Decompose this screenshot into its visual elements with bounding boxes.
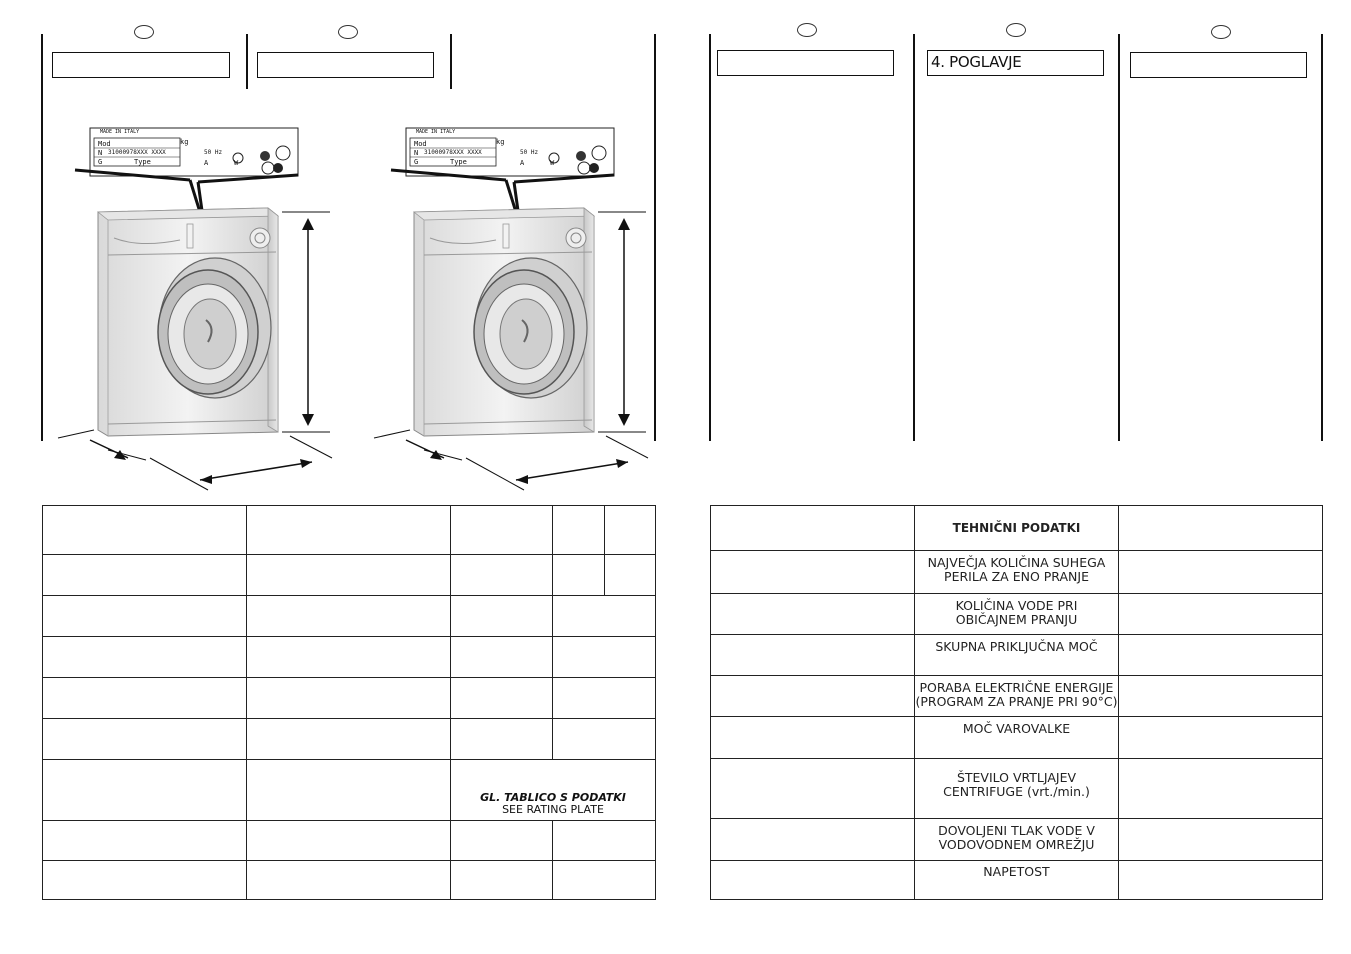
table-cell xyxy=(246,820,451,861)
table-cell xyxy=(450,718,553,760)
table-cell xyxy=(42,595,247,637)
plate-n-label: N xyxy=(98,149,103,157)
table-cell xyxy=(710,818,915,861)
table-cell xyxy=(1118,716,1323,759)
table-cell xyxy=(450,505,553,555)
spec-table-left xyxy=(42,505,656,900)
table-cell xyxy=(246,595,451,637)
rating-plate-note xyxy=(450,792,656,816)
table-cell xyxy=(1118,818,1323,861)
plate-hz-label: 50 Hz xyxy=(204,149,223,156)
plate-a-label: A xyxy=(204,159,209,167)
table-cell xyxy=(450,554,553,596)
section-header xyxy=(52,52,230,78)
table-cell xyxy=(552,677,656,719)
plate-type-label: Type xyxy=(450,158,467,166)
table-cell xyxy=(42,677,247,719)
note-line-2: SEE RATING PLATE xyxy=(502,803,604,816)
table-cell xyxy=(1118,675,1323,717)
row-label: NAJVEČJA KOLIČINA SUHEGA PERILA ZA ENO PRANJE xyxy=(927,555,1106,584)
table-cell xyxy=(552,554,605,596)
table-cell xyxy=(246,554,451,596)
table-cell xyxy=(450,595,553,637)
language-indicator xyxy=(338,25,358,39)
table-cell xyxy=(246,677,451,719)
table-header: TEHNIČNI PODATKI xyxy=(952,521,1081,535)
plate-model-label: Mod xyxy=(98,140,111,148)
table-cell xyxy=(710,675,915,717)
table-cell xyxy=(246,718,451,760)
table-cell xyxy=(552,860,656,900)
table-cell xyxy=(450,677,553,719)
table-cell xyxy=(42,860,247,900)
table-cell xyxy=(246,505,451,555)
table-cell xyxy=(246,759,451,821)
plate-hz-label: 50 Hz xyxy=(520,149,539,156)
language-indicator xyxy=(797,23,817,37)
row-label: ŠTEVILO VRTLJAJEV CENTRIFUGE (vrt./min.) xyxy=(943,770,1090,799)
column-divider xyxy=(709,34,711,441)
rating-plate xyxy=(412,128,612,172)
table-cell xyxy=(246,636,451,678)
washing-machine-illustration xyxy=(40,120,660,500)
row-label: DOVOLJENI TLAK VODE V VODOVODNEM OMREŽJU xyxy=(938,823,1095,852)
row-label: MOČ VAROVALKE xyxy=(962,721,1071,736)
plate-g-label: G xyxy=(98,158,103,166)
section-header xyxy=(1130,52,1307,78)
language-indicator xyxy=(1211,25,1231,39)
row-label: SKUPNA PRIKLJUČNA MOČ xyxy=(935,639,1098,654)
plate-origin: MADE IN ITALY xyxy=(100,129,140,135)
section-header xyxy=(257,52,434,78)
table-cell xyxy=(710,860,915,900)
table-cell xyxy=(710,716,915,759)
plate-g-label: G xyxy=(414,158,419,166)
table-cell xyxy=(42,820,247,861)
column-divider xyxy=(913,34,915,441)
column-divider xyxy=(450,34,452,89)
table-cell xyxy=(1118,505,1323,551)
column-divider xyxy=(1118,34,1120,441)
table-cell xyxy=(710,593,915,635)
plate-kg-label: kg xyxy=(180,138,189,146)
table-cell xyxy=(552,820,656,861)
section-header xyxy=(717,50,894,76)
table-cell xyxy=(1118,634,1323,676)
plate-origin: MADE IN ITALY xyxy=(416,129,456,135)
table-cell xyxy=(450,820,553,861)
table-cell xyxy=(710,758,915,819)
table-cell xyxy=(42,636,247,678)
table-cell xyxy=(42,554,247,596)
note-line-1: GL. TABLICO S PODATKI xyxy=(480,791,626,804)
table-cell xyxy=(552,718,656,760)
table-cell xyxy=(604,505,656,555)
column-divider xyxy=(1321,34,1323,441)
table-cell xyxy=(710,634,915,676)
table-cell xyxy=(450,636,553,678)
plate-type-label: Type xyxy=(134,158,151,166)
plate-serial: 31000978XXX XXXX xyxy=(108,149,166,156)
row-label: PORABA ELEKTRIČNE ENERGIJE (PROGRAM ZA PRANJE PRI 90°C) xyxy=(915,680,1118,709)
table-cell xyxy=(552,595,656,637)
language-indicator xyxy=(1006,23,1026,37)
chapter-title: 4. POGLAVJE xyxy=(927,50,1104,76)
language-indicator xyxy=(134,25,154,39)
table-cell xyxy=(42,718,247,760)
tech-data-table xyxy=(710,505,1323,900)
plate-w-label: W xyxy=(234,159,239,167)
table-cell xyxy=(1118,758,1323,819)
table-cell xyxy=(1118,593,1323,635)
table-cell xyxy=(42,759,247,821)
column-divider xyxy=(246,34,248,89)
row-label: KOLIČINA VODE PRI OBIČAJNEM PRANJU xyxy=(955,598,1078,627)
table-cell xyxy=(552,636,656,678)
table-cell xyxy=(710,505,915,551)
row-label: NAPETOST xyxy=(983,864,1050,879)
plate-a-label: A xyxy=(520,159,525,167)
plate-kg-label: kg xyxy=(496,138,505,146)
table-cell xyxy=(552,505,605,555)
table-cell xyxy=(42,505,247,555)
table-cell xyxy=(246,860,451,900)
plate-serial: 31000978XXX XXXX xyxy=(424,149,482,156)
table-cell xyxy=(1118,550,1323,594)
table-cell xyxy=(710,550,915,594)
plate-model-label: Mod xyxy=(414,140,427,148)
plate-n-label: N xyxy=(414,149,419,157)
table-cell xyxy=(1118,860,1323,900)
table-cell xyxy=(450,860,553,900)
table-cell xyxy=(604,554,656,596)
plate-w-label: W xyxy=(550,159,555,167)
rating-plate xyxy=(96,128,296,172)
